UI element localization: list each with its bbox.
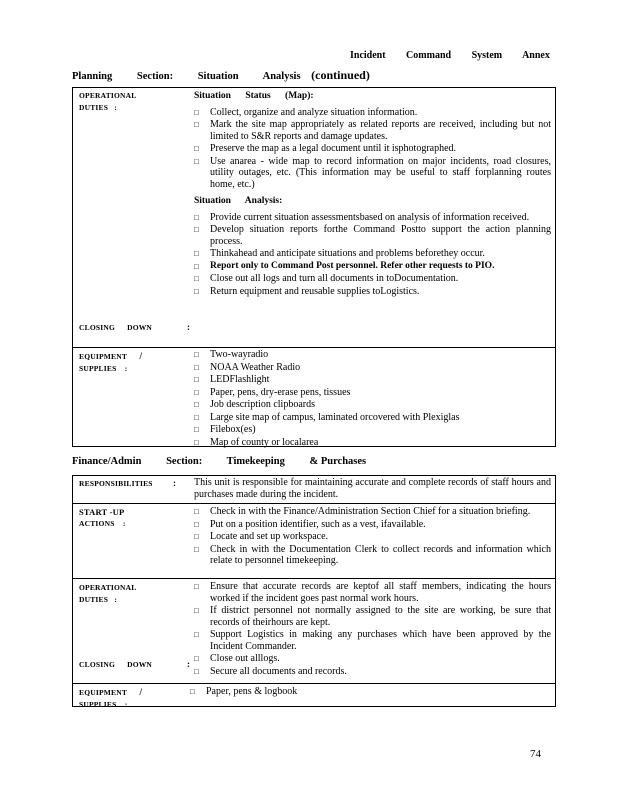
list-item: □ Map of county or localarea <box>194 437 551 449</box>
list-item: □ Thinkahead and anticipate situations and problems beforethey occur. <box>194 248 551 260</box>
list-item: □ Close out alllogs. <box>194 653 551 665</box>
finance-operational-label: OPERATIONAL DUTIES : <box>79 583 137 604</box>
list-item: □ Check in with the Documentation Clerk to collect records and information which relate to personnel timekeeping. <box>194 544 551 567</box>
list-item: □ Collect, organize and analyze situation information. <box>194 107 551 119</box>
list-item: □ Check in with the Finance/Administration Section Chief for a situation briefing. <box>194 506 551 518</box>
status-list <box>194 107 551 191</box>
list-item: □ Preserve the map as a legal document until it isphotographed. <box>194 143 551 155</box>
page-number: 74 <box>530 748 541 760</box>
list-item: □ Mark the site map appropriately as related reports are received, including but not limited to S&R reports and damage updates. <box>194 119 551 142</box>
finance-section-heading <box>72 456 388 467</box>
equipment-list <box>194 349 551 448</box>
responsibilities-label: RESPONSIBILITIES <box>79 479 153 488</box>
list-item: □ Provide current situation assessmentsbased on analysis of information received. <box>194 212 551 224</box>
finance-section-name-1: Timekeeping <box>226 456 285 467</box>
responsibilities-colon: : <box>173 478 176 488</box>
list-item: □ Secure all documents and records. <box>194 666 551 678</box>
list-item: □ If district personnel not normally assigned to the site are working, be sure that records of theirhours are kept. <box>194 605 551 628</box>
finance-section-name-2: & Purchases <box>309 456 367 467</box>
responsibilities-row <box>73 476 555 503</box>
list-item: □ Filebox(es) <box>194 424 551 436</box>
startup-label: START -UP ACTIONS : <box>79 507 126 528</box>
finance-operational-content <box>194 579 551 677</box>
list-item: □ Paper, pens, dry-erase pens, tissues <box>194 387 551 399</box>
planning-operational-content <box>194 88 551 297</box>
startup-content <box>194 504 551 567</box>
list-item: □ Two-wayradio <box>194 349 551 361</box>
finance-section-word: Section: <box>166 456 203 467</box>
responsibilities-text: This unit is responsible for maintaining accurate and complete records of staff hours and purchases made during the incident. <box>194 477 551 500</box>
finance-operational-row <box>73 578 555 683</box>
list-item: □ Paper, pens & logbook <box>190 686 551 698</box>
finance-equipment-content <box>190 684 551 698</box>
planning-equipment-content <box>194 348 551 448</box>
planning-section-name-1: Situation <box>197 71 239 82</box>
planning-operational-row <box>73 88 555 347</box>
planning-section-heading <box>72 68 392 83</box>
list-item: □ Return equipment and reusable supplies toLogistics. <box>194 286 551 298</box>
startup-list <box>194 506 551 567</box>
page-header: Incident Command System Annex <box>350 50 550 61</box>
finance-table <box>72 475 556 707</box>
list-item: □ Job description clipboards <box>194 399 551 411</box>
planning-section-word: Section: <box>136 71 174 82</box>
planning-closing-list <box>194 273 551 297</box>
finance-equipment-row <box>73 683 555 709</box>
planning-closing-label: CLOSING DOWN <box>79 323 153 332</box>
list-item: □ LEDFlashlight <box>194 374 551 386</box>
finance-operational-list <box>194 581 551 677</box>
list-item: □ Put on a position identifier, such as a vest, ifavailable. <box>194 519 551 531</box>
list-item: □ Report only to Command Post personnel. Refer other requests to PIO. <box>194 261 551 273</box>
planning-section-name-2: Analysis <box>262 71 301 82</box>
list-item: □ NOAA Weather Radio <box>194 362 551 374</box>
planning-equipment-label: EQUIPMENT / SUPPLIES : <box>79 351 143 373</box>
analysis-list <box>194 212 551 273</box>
list-item: □ Support Logistics in making any purchases which have been approved by the Incident Commander. <box>194 629 551 652</box>
planning-equipment-row <box>73 347 555 448</box>
planning-section-label: Planning <box>72 71 113 82</box>
list-item: □ Close out all logs and turn all documents in toDocumentation. <box>194 273 551 285</box>
startup-row <box>73 503 555 578</box>
finance-closing-colon: : <box>187 659 190 669</box>
finance-closing-label: CLOSING DOWN <box>79 660 153 669</box>
planning-continued: (continued) <box>311 68 370 82</box>
planning-operational-label: OPERATIONAL DUTIES : <box>79 91 137 112</box>
finance-section-label: Finance/Admin <box>72 456 142 467</box>
planning-closing-colon: : <box>187 322 190 332</box>
finance-equipment-label: EQUIPMENT / SUPPLIES : <box>79 687 143 709</box>
planning-table <box>72 87 556 447</box>
list-item: □ Use anarea - wide map to record information on major incidents, road closures, utility outages, etc. (This information may be useful to staff forplanning routes home, etc.) <box>194 156 551 191</box>
list-item: □ Large site map of campus, laminated orcovered with Plexiglas <box>194 412 551 424</box>
situation-status-heading: Situation Status (Map): <box>194 91 314 101</box>
finance-equipment-list <box>190 686 551 698</box>
situation-analysis-heading: Situation Analysis: <box>194 196 283 206</box>
list-item: □ Locate and set up workspace. <box>194 531 551 543</box>
list-item: □ Ensure that accurate records are keptof all staff members, indicating the hours worked if the incident goes past normal work hours. <box>194 581 551 604</box>
list-item: □ Develop situation reports forthe Command Postto support the action planning process. <box>194 224 551 247</box>
